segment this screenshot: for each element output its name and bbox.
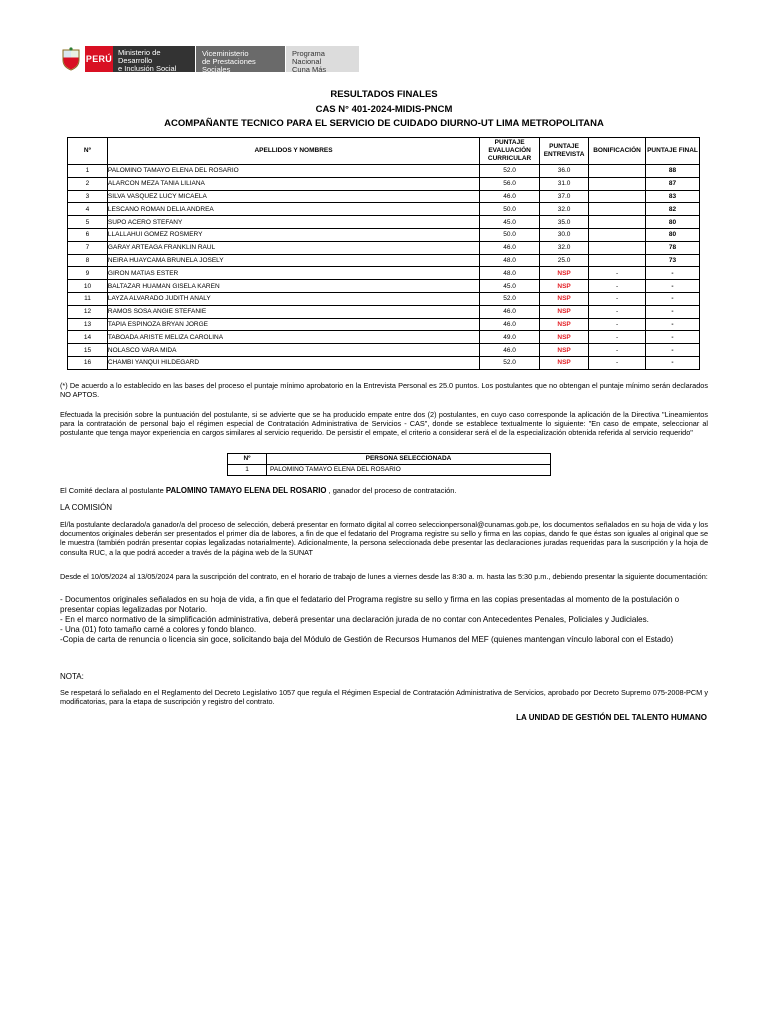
row-name: LESCANO ROMAN DELIA ANDREA xyxy=(107,203,479,216)
row-entrevista: 35.0 xyxy=(540,216,589,229)
empate-paragraph: Efectuada la precisión sobre la puntuación del postulante, si se advierte que se ha producido empate entre dos (2) postulantes, en cuyo caso corresponde la aplicación de la Directiva "Lineamientos para la contratación de personal bajo el régimen especial de Contratación Administrativa de Servicios - CAS", donde se establece textualmente lo siguiente: "En caso de empate, seleccionar al postulante que tenga mayor experiencia en cargos similares al servicio requerido. De persistir el empate, el criterio a considerar será el de la especialización obtenida referida al servicio requerido" xyxy=(60,410,708,438)
table-row xyxy=(68,216,700,229)
row-bonificacion xyxy=(589,228,646,241)
header-bonificacion: BONIFICACIÓN xyxy=(589,138,646,165)
row-num: 4 xyxy=(68,203,108,216)
table-row xyxy=(68,241,700,254)
comision-label: LA COMISIÓN xyxy=(60,503,113,512)
row-final: - xyxy=(646,356,700,369)
table-row xyxy=(68,165,700,178)
row-num: 3 xyxy=(68,190,108,203)
row-final: 87 xyxy=(646,177,700,190)
row-curricular: 45.0 xyxy=(480,216,540,229)
row-bonificacion xyxy=(589,254,646,267)
coat-of-arms-icon xyxy=(60,46,82,72)
row-curricular: 48.0 xyxy=(480,254,540,267)
row-num: 6 xyxy=(68,228,108,241)
title-line-2: CAS N° 401-2024-MIDIS-PNCM xyxy=(315,103,453,115)
peru-label: PERÚ xyxy=(85,46,113,72)
documents-list xyxy=(60,595,708,645)
header-entrevista: PUNTAJE ENTREVISTA xyxy=(540,138,589,165)
row-entrevista: 31.0 xyxy=(540,177,589,190)
row-name: GARAY ARTEAGA FRANKLIN RAUL xyxy=(107,241,479,254)
row-name: NEIRA HUAYCAMA BRUNELA JOSELY xyxy=(107,254,479,267)
table-row xyxy=(68,228,700,241)
selected-header-name: PERSONA SELECCIONADA xyxy=(267,454,551,465)
table-row xyxy=(68,280,700,293)
row-final: 78 xyxy=(646,241,700,254)
row-final: 82 xyxy=(646,203,700,216)
row-bonificacion xyxy=(589,216,646,229)
note-aptos: (*) De acuerdo a lo establecido en las bases del proceso el puntaje mínimo aprobatorio en la Entrevista Personal es 25.0 puntos. Los postulantes que no obtengan el puntaje mínimo serán declarados NO APTOS. xyxy=(60,381,708,400)
row-name: GIRON MATIAS ESTER xyxy=(107,267,479,280)
table-row xyxy=(68,344,700,357)
row-bonificacion: - xyxy=(589,356,646,369)
row-bonificacion: - xyxy=(589,318,646,331)
row-num: 1 xyxy=(68,165,108,178)
row-name: RAMOS SOSA ANGIE STEFANIE xyxy=(107,305,479,318)
selected-header-num: Nº xyxy=(228,454,267,465)
table-row xyxy=(68,305,700,318)
selected-header-row xyxy=(228,454,551,465)
selected-person-table xyxy=(227,453,551,476)
table-row xyxy=(68,292,700,305)
row-entrevista: 37.0 xyxy=(540,190,589,203)
ganador-paragraph: El/la postulante declarado/a ganador/a del proceso de selección, deberá presentar en formato digital al correo seleccionpersonal@cunamas.gob.pe, los documentos señalados en su hoja de vida y los documentos originales deberán ser presentados el primer día de labores, a fin de que el fedatario del Programa registre su sello y firma en las copias, dando fe que éstas son iguales al original que se le muestra (también podrán presentar copias legalizadas notarialmente). Adicionalmente, la persona seleccionada debe presentar las declaraciones juradas requeridas para la suscripción y la hoja de consulta RUC, a la que podrá acceder a través de la página web de la SUNAT xyxy=(60,520,708,557)
row-name: LAYZA ALVARADO JUDITH ANALY xyxy=(107,292,479,305)
row-curricular: 45.0 xyxy=(480,280,540,293)
row-entrevista: NSP xyxy=(540,280,589,293)
row-final: 80 xyxy=(646,216,700,229)
row-entrevista: NSP xyxy=(540,267,589,280)
row-entrevista: 36.0 xyxy=(540,165,589,178)
row-bonificacion xyxy=(589,190,646,203)
row-curricular: 46.0 xyxy=(480,241,540,254)
row-curricular: 49.0 xyxy=(480,331,540,344)
row-entrevista: 32.0 xyxy=(540,241,589,254)
row-curricular: 50.0 xyxy=(480,228,540,241)
row-entrevista: 32.0 xyxy=(540,203,589,216)
list-item: - Una (01) foto tamaño carné a colores y fondo blanco. xyxy=(60,625,257,634)
nota-paragraph: Se respetará lo señalado en el Reglamento del Decreto Legislativo 1057 que regula el Régimen Especial de Contratación Administrativa de Servicios, aprobado por Decreto Supremo 075-2008-PCM y modificatorias, para la etapa de suscripción y registro del contrato. xyxy=(60,688,708,707)
row-bonificacion: - xyxy=(589,292,646,305)
selected-name: PALOMINO TAMAYO ELENA DEL ROSARIO xyxy=(267,465,551,476)
row-num: 12 xyxy=(68,305,108,318)
row-num: 11 xyxy=(68,292,108,305)
title-line-3: ACOMPAÑANTE TECNICO PARA EL SERVICIO DE CUIDADO DIURNO-UT LIMA METROPOLITANA xyxy=(164,118,604,129)
row-bonificacion: - xyxy=(589,305,646,318)
table-row xyxy=(68,356,700,369)
table-row xyxy=(68,190,700,203)
table-row xyxy=(68,267,700,280)
row-curricular: 50.0 xyxy=(480,203,540,216)
row-entrevista: NSP xyxy=(540,344,589,357)
nota-label: NOTA: xyxy=(60,672,84,681)
header-name: APELLIDOS Y NOMBRES xyxy=(107,138,479,165)
row-name: SUPO ACERO STEFANY xyxy=(107,216,479,229)
row-final: 80 xyxy=(646,228,700,241)
table-row xyxy=(68,177,700,190)
row-final: - xyxy=(646,318,700,331)
row-name: BALTAZAR HUAMAN GISELA KAREN xyxy=(107,280,479,293)
row-num: 15 xyxy=(68,344,108,357)
results-table xyxy=(67,137,700,370)
row-num: 2 xyxy=(68,177,108,190)
list-item: -Copia de carta de renuncia o licencia sin goce, solicitando baja del Módulo de Gestión de Recursos Humanos del MEF (quienes mantengan vínculo laboral con el Estado) xyxy=(60,635,674,644)
header-num: Nº xyxy=(68,138,108,165)
row-bonificacion xyxy=(589,241,646,254)
declaration-suffix: , ganador del proceso de contratación. xyxy=(326,486,457,495)
list-item: - Documentos originales señalados en su hoja de vida, a fin que el fedatario del Programa registre su sello y firma en las copias presentadas al momento de la postulación o presentar copias legalizadas por Notario. xyxy=(60,595,680,614)
row-curricular: 46.0 xyxy=(480,318,540,331)
viceministerio-label: Viceministerio de Prestaciones Sociales xyxy=(195,46,285,72)
row-num: 7 xyxy=(68,241,108,254)
row-curricular: 52.0 xyxy=(480,356,540,369)
row-name: LLALLAHUI GOMEZ ROSMERY xyxy=(107,228,479,241)
header-final: PUNTAJE FINAL xyxy=(646,138,700,165)
row-num: 5 xyxy=(68,216,108,229)
title-line-1: RESULTADOS FINALES xyxy=(330,89,438,100)
row-curricular: 48.0 xyxy=(480,267,540,280)
row-bonificacion: - xyxy=(589,280,646,293)
row-name: ALARCON MEZA TANIA LILIANA xyxy=(107,177,479,190)
row-entrevista: 25.0 xyxy=(540,254,589,267)
government-logo-bar xyxy=(60,46,359,72)
row-num: 16 xyxy=(68,356,108,369)
declaration-prefix: El Comité declara al postulante xyxy=(60,486,166,495)
ministerio-label: Ministerio de Desarrollo e Inclusión Social xyxy=(113,46,195,72)
row-curricular: 46.0 xyxy=(480,190,540,203)
row-num: 14 xyxy=(68,331,108,344)
row-num: 10 xyxy=(68,280,108,293)
header-curricular: PUNTAJE EVALUACIÓN CURRICULAR xyxy=(480,138,540,165)
row-entrevista: NSP xyxy=(540,305,589,318)
row-final: 73 xyxy=(646,254,700,267)
document-title-block xyxy=(0,88,768,132)
row-entrevista: NSP xyxy=(540,292,589,305)
declaration-line xyxy=(60,486,457,495)
suscripcion-paragraph: Desde el 10/05/2024 al 13/05/2024 para la suscripción del contrato, en el horario de trabajo de lunes a viernes desde las 8:30 a. m. hasta las 5:30 p.m., debiendo presentar la siguiente documentación: xyxy=(60,572,708,581)
table-row xyxy=(68,254,700,267)
table-row xyxy=(68,318,700,331)
row-name: CHAMBI YANQUI HILDEGARD xyxy=(107,356,479,369)
row-name: NOLASCO VARA MIDA xyxy=(107,344,479,357)
row-bonificacion xyxy=(589,177,646,190)
table-row xyxy=(68,203,700,216)
list-item: - En el marco normativo de la simplificación administrativa, deberá presentar una declaración jurada de no contar con Antecedentes Penales, Policiales y Judiciales. xyxy=(60,615,649,624)
declaration-winner-name: PALOMINO TAMAYO ELENA DEL ROSARIO xyxy=(165,486,327,495)
row-num: 8 xyxy=(68,254,108,267)
table-row xyxy=(68,331,700,344)
row-curricular: 56.0 xyxy=(480,177,540,190)
row-name: PALOMINO TAMAYO ELENA DEL ROSARIO xyxy=(107,165,479,178)
row-final: - xyxy=(646,331,700,344)
row-name: TABOADA ARISTE MELIZA CAROLINA xyxy=(107,331,479,344)
row-curricular: 52.0 xyxy=(480,292,540,305)
row-name: SILVA VASQUEZ LUCY MICAELA xyxy=(107,190,479,203)
row-final: - xyxy=(646,267,700,280)
row-name: TAPIA ESPINOZA BRYAN JORGE xyxy=(107,318,479,331)
row-entrevista: NSP xyxy=(540,356,589,369)
row-bonificacion xyxy=(589,165,646,178)
row-curricular: 52.0 xyxy=(480,165,540,178)
selected-num: 1 xyxy=(228,465,267,476)
row-final: - xyxy=(646,280,700,293)
row-bonificacion: - xyxy=(589,267,646,280)
row-final: 83 xyxy=(646,190,700,203)
row-bonificacion: - xyxy=(589,344,646,357)
row-curricular: 46.0 xyxy=(480,344,540,357)
row-entrevista: NSP xyxy=(540,318,589,331)
row-final: - xyxy=(646,292,700,305)
selected-row xyxy=(228,465,551,476)
row-num: 13 xyxy=(68,318,108,331)
row-entrevista: NSP xyxy=(540,331,589,344)
row-bonificacion xyxy=(589,203,646,216)
signature-unit: LA UNIDAD DE GESTIÓN DEL TALENTO HUMANO xyxy=(516,713,707,722)
row-bonificacion: - xyxy=(589,331,646,344)
row-final: - xyxy=(646,305,700,318)
row-num: 9 xyxy=(68,267,108,280)
row-entrevista: 30.0 xyxy=(540,228,589,241)
programa-label: Programa Nacional Cuna Más xyxy=(285,46,359,72)
table-header-row xyxy=(68,138,700,165)
row-final: - xyxy=(646,344,700,357)
row-curricular: 46.0 xyxy=(480,305,540,318)
row-final: 88 xyxy=(646,165,700,178)
